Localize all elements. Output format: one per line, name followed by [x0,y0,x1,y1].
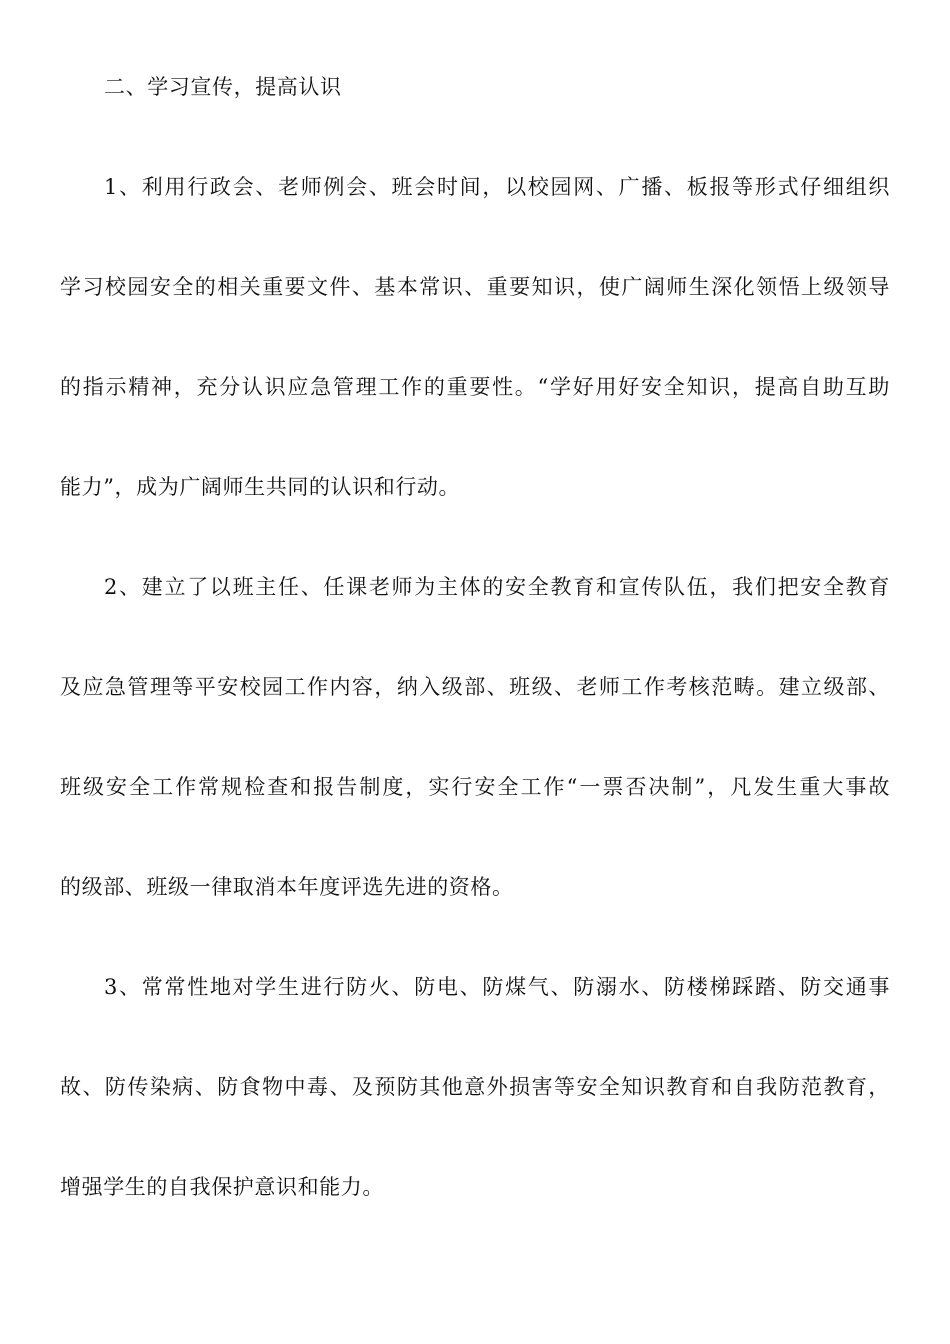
paragraph-2-line-1: 2、建立了以班主任、任课老师为主体的安全教育和宣传队伍，我们把安全教育 [104,575,890,599]
paragraph-1-line-1: 1、利用行政会、老师例会、班会时间，以校园网、广播、板报等形式仔细组织 [104,175,890,199]
paragraph-2-line-4: 的级部、班级一律取消本年度评选先进的资格。 [60,875,514,899]
paragraph-3-line-1: 3、常常性地对学生进行防火、防电、防煤气、防溺水、防楼梯踩踏、防交通事 [104,975,890,999]
paragraph-1-line-4: 能力”，成为广阔师生共同的认识和行动。 [60,475,461,499]
paragraph-2-line-2: 及应急管理等平安校园工作内容，纳入级部、班级、老师工作考核范畴。建立级部、 [60,675,890,699]
paragraph-1-line-2: 学习校园安全的相关重要文件、基本常识、重要知识，使广阔师生深化领悟上级领导 [60,275,890,299]
paragraph-3-line-2: 故、防传染病、防食物中毒、及预防其他意外损害等安全知识教育和自我防范教育， [60,1075,890,1099]
section-heading: 二、学习宣传，提高认识 [104,75,342,99]
paragraph-1-line-3: 的指示精神，充分认识应急管理工作的重要性。“学好用好安全知识，提高自助互助 [60,375,890,399]
paragraph-3-line-3: 增强学生的自我保护意识和能力。 [60,1175,384,1199]
paragraph-2-line-3: 班级安全工作常规检查和报告制度，实行安全工作“一票否决制”，凡发生重大事故 [60,775,890,799]
